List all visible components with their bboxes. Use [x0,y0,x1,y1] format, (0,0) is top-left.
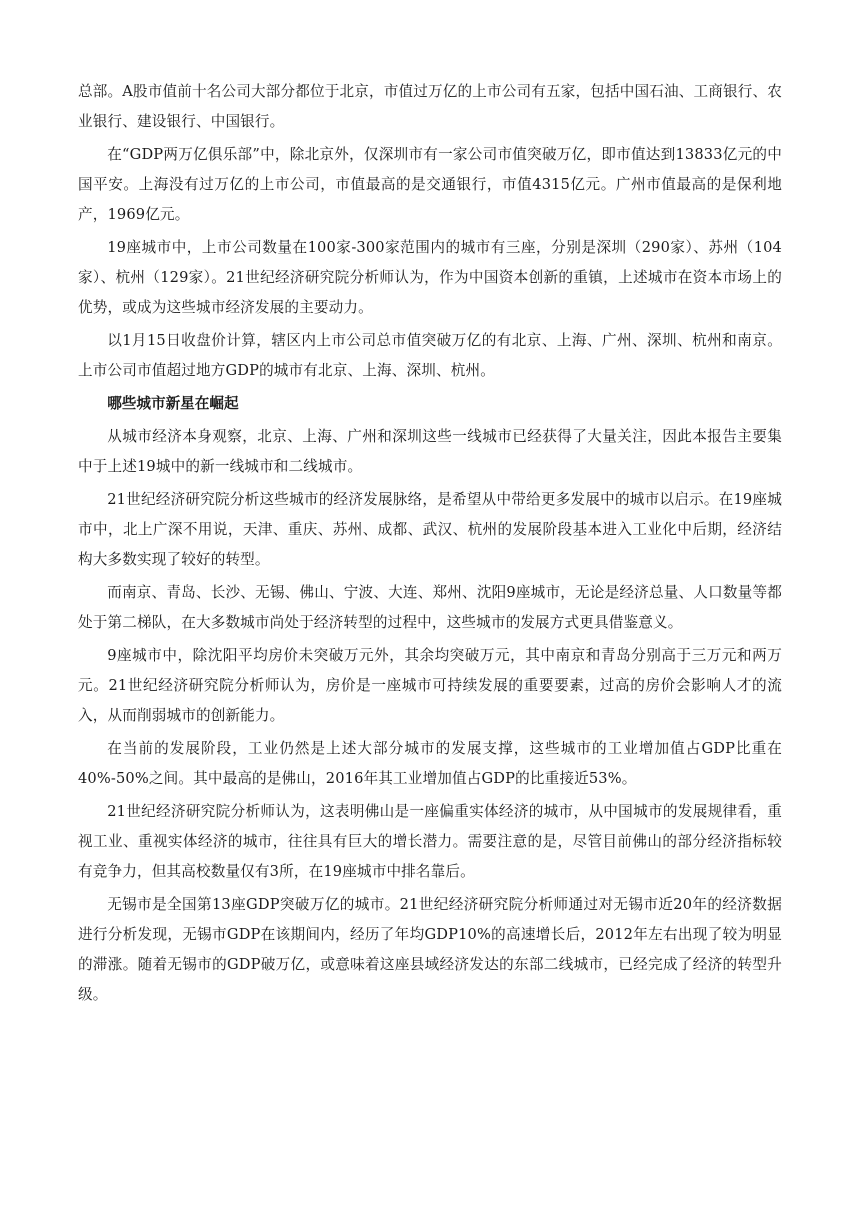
paragraph-5: 从城市经济本身观察，北京、上海、广州和深圳这些一线城市已经获得了大量关注，因此本报告主要集中于上述19城中的新一线城市和二线城市。 [78,428,782,475]
paragraph-3: 19座城市中，上市公司数量在100家-300家范围内的城市有三座，分别是深圳（290家）、苏州（104家）、杭州（129家）。21世纪经济研究院分析师认为，作为中国资本创新的重镇，上述城市在资本市场上的优势，或成为这些城市经济发展的主要动力。 [78,239,782,316]
paragraph-7: 而南京、青岛、长沙、无锡、佛山、宁波、大连、郑州、沈阳9座城市，无论是经济总量、人口数量等都处于第二梯队，在大多数城市尚处于经济转型的过程中，这些城市的发展方式更具借鉴意义。 [78,584,782,631]
paragraph-4: 以1月15日收盘价计算，辖区内上市公司总市值突破万亿的有北京、上海、广州、深圳、杭州和南京。上市公司市值超过地方GDP的城市有北京、上海、深圳、杭州。 [78,332,782,379]
paragraph-2: 在“GDP两万亿俱乐部”中，除北京外，仅深圳市有一家公司市值突破万亿，即市值达到13833亿元的中国平安。上海没有过万亿的上市公司，市值最高的是交通银行，市值4315亿元。广州市值最高的是保利地产，1969亿元。 [78,146,782,223]
paragraph-8: 9座城市中，除沈阳平均房价未突破万元外，其余均突破万元，其中南京和青岛分别高于三万元和两万元。21世纪经济研究院分析师认为，房价是一座城市可持续发展的重要要素，过高的房价会影响人才的流入，从而削弱城市的创新能力。 [78,647,782,724]
paragraph-9: 在当前的发展阶段，工业仍然是上述大部分城市的发展支撑，这些城市的工业增加值占GDP比重在40%-50%之间。其中最高的是佛山，2016年其工业增加值占GDP的比重接近53%。 [78,740,782,787]
paragraph-11: 无锡市是全国第13座GDP突破万亿的城市。21世纪经济研究院分析师通过对无锡市近20年的经济数据进行分析发现，无锡市GDP在该期间内，经历了年均GDP10%的高速增长后，2012年左右出现了较为明显的滞涨。随着无锡市的GDP破万亿，或意味着这座县域经济发达的东部二线城市，已经完成了经济的转型升级。 [78,896,782,1003]
paragraph-6: 21世纪经济研究院分析这些城市的经济发展脉络，是希望从中带给更多发展中的城市以启示。在19座城市中，北上广深不用说，天津、重庆、苏州、成都、武汉、杭州的发展阶段基本进入工业化中后期，经济结构大多数实现了较好的转型。 [78,491,782,568]
paragraph-10: 21世纪经济研究院分析师认为，这表明佛山是一座偏重实体经济的城市，从中国城市的发展规律看，重视工业、重视实体经济的城市，往往具有巨大的增长潜力。需要注意的是，尽管目前佛山的部分经济指标较有竞争力，但其高校数量仅有3所，在19座城市中排名靠后。 [78,803,782,880]
section-heading: 哪些城市新星在崛起 [107,395,239,412]
paragraph-1: 总部。A股市值前十名公司大部分都位于北京，市值过万亿的上市公司有五家，包括中国石油、工商银行、农业银行、建设银行、中国银行。 [78,83,782,130]
